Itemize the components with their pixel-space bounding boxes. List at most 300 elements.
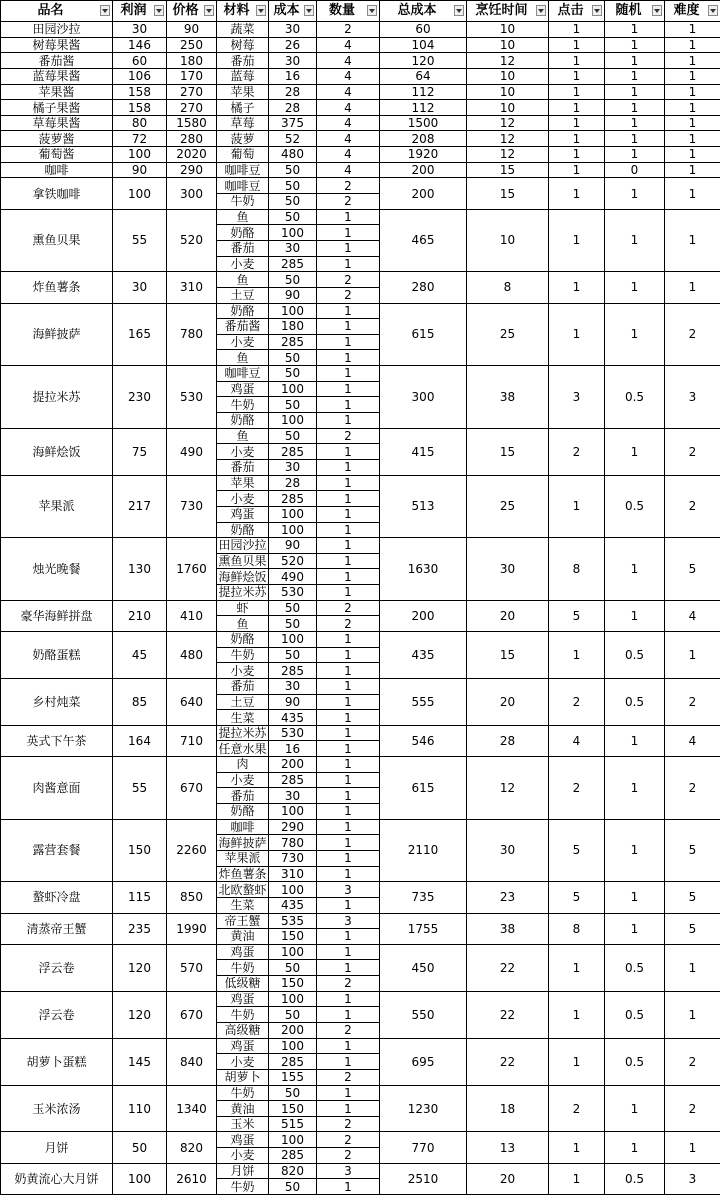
filter-dropdown-icon[interactable] — [536, 5, 546, 16]
profit-cell: 210 — [113, 600, 167, 631]
clicks-cell: 1 — [549, 1132, 605, 1163]
filter-dropdown-icon[interactable] — [154, 5, 164, 16]
difficulty-cell: 1 — [665, 131, 720, 147]
material-cell: 菠萝 — [217, 131, 269, 147]
random-cell: 0.5 — [605, 678, 665, 725]
quantity-cell: 1 — [317, 944, 380, 960]
dish-name-cell: 田园沙拉 — [1, 22, 113, 38]
clicks-cell: 1 — [549, 68, 605, 84]
random-cell: 1 — [605, 209, 665, 272]
material-cell: 树莓 — [217, 37, 269, 53]
quantity-cell: 1 — [317, 334, 380, 350]
cost-cell: 16 — [269, 741, 317, 757]
cook-time-cell: 10 — [467, 100, 549, 116]
dish-name-cell: 提拉米苏 — [1, 366, 113, 429]
column-header-price — [167, 1, 217, 22]
difficulty-cell: 1 — [665, 162, 720, 178]
price-cell: 2020 — [167, 147, 217, 163]
dish-name-cell: 海鲜披萨 — [1, 303, 113, 366]
difficulty-cell: 2 — [665, 757, 720, 820]
filter-dropdown-icon[interactable] — [367, 5, 377, 16]
profit-cell: 106 — [113, 68, 167, 84]
cost-cell: 100 — [269, 303, 317, 319]
profit-cell: 60 — [113, 53, 167, 69]
quantity-cell: 2 — [317, 194, 380, 210]
table-row — [1, 22, 720, 38]
total-cost-cell: 695 — [380, 1038, 467, 1085]
price-cell: 490 — [167, 428, 217, 475]
column-header-qty — [317, 1, 380, 22]
column-header-label: 烹饪时间 — [475, 3, 539, 18]
clicks-cell: 8 — [549, 538, 605, 601]
total-cost-cell: 1230 — [380, 1085, 467, 1132]
cost-cell: 520 — [269, 553, 317, 569]
cost-cell: 100 — [269, 225, 317, 241]
quantity-cell: 1 — [317, 929, 380, 945]
cost-cell: 50 — [269, 1085, 317, 1101]
profit-cell: 30 — [113, 272, 167, 303]
quantity-cell: 2 — [317, 272, 380, 288]
cook-time-cell: 18 — [467, 1085, 549, 1132]
cost-cell: 16 — [269, 68, 317, 84]
cook-time-cell: 20 — [467, 1163, 549, 1194]
difficulty-cell: 1 — [665, 631, 720, 678]
price-cell: 2610 — [167, 1163, 217, 1194]
difficulty-cell: 3 — [665, 366, 720, 429]
quantity-cell: 1 — [317, 897, 380, 913]
table-row — [1, 178, 720, 194]
cost-cell: 50 — [269, 350, 317, 366]
random-cell: 1 — [605, 53, 665, 69]
clicks-cell: 5 — [549, 882, 605, 913]
cook-time-cell: 23 — [467, 882, 549, 913]
cost-cell: 50 — [269, 1007, 317, 1023]
clicks-cell: 5 — [549, 819, 605, 882]
difficulty-cell: 1 — [665, 37, 720, 53]
cost-cell: 100 — [269, 804, 317, 820]
material-cell: 苹果派 — [217, 850, 269, 866]
clicks-cell: 2 — [549, 428, 605, 475]
quantity-cell: 1 — [317, 303, 380, 319]
cook-time-cell: 12 — [467, 131, 549, 147]
column-header-cost — [269, 1, 317, 22]
difficulty-cell: 1 — [665, 209, 720, 272]
profit-cell: 165 — [113, 303, 167, 366]
random-cell: 1 — [605, 1132, 665, 1163]
total-cost-cell: 280 — [380, 272, 467, 303]
dish-name-cell: 玉米浓汤 — [1, 1085, 113, 1132]
cost-cell: 150 — [269, 929, 317, 945]
cook-time-cell: 12 — [467, 53, 549, 69]
difficulty-cell: 2 — [665, 428, 720, 475]
cost-cell: 435 — [269, 710, 317, 726]
filter-dropdown-icon[interactable] — [304, 5, 314, 16]
table-row — [1, 475, 720, 491]
total-cost-cell: 1630 — [380, 538, 467, 601]
column-header-label: 随机 — [615, 3, 653, 18]
cook-time-cell: 22 — [467, 991, 549, 1038]
column-header-cook-time — [467, 1, 549, 22]
material-cell: 番茄 — [217, 240, 269, 256]
material-cell: 小麦 — [217, 772, 269, 788]
clicks-cell: 2 — [549, 757, 605, 820]
profit-cell: 80 — [113, 115, 167, 131]
cost-cell: 52 — [269, 131, 317, 147]
profit-cell: 230 — [113, 366, 167, 429]
price-cell: 250 — [167, 37, 217, 53]
cost-cell: 285 — [269, 491, 317, 507]
quantity-cell: 1 — [317, 491, 380, 507]
cook-time-cell: 30 — [467, 819, 549, 882]
quantity-cell: 4 — [317, 53, 380, 69]
dish-name-cell: 胡萝卜蛋糕 — [1, 1038, 113, 1085]
filter-dropdown-icon[interactable] — [652, 5, 662, 16]
cost-cell: 530 — [269, 725, 317, 741]
price-cell: 300 — [167, 178, 217, 209]
quantity-cell: 2 — [317, 287, 380, 303]
quantity-cell: 1 — [317, 710, 380, 726]
cook-time-cell: 10 — [467, 68, 549, 84]
dish-name-cell: 菠萝酱 — [1, 131, 113, 147]
total-cost-cell: 615 — [380, 757, 467, 820]
random-cell: 0.5 — [605, 944, 665, 991]
total-cost-cell: 555 — [380, 678, 467, 725]
material-cell: 肉 — [217, 757, 269, 773]
difficulty-cell: 1 — [665, 1132, 720, 1163]
total-cost-cell: 200 — [380, 600, 467, 631]
cost-cell: 290 — [269, 819, 317, 835]
price-cell: 640 — [167, 678, 217, 725]
profit-cell: 45 — [113, 631, 167, 678]
quantity-cell: 1 — [317, 694, 380, 710]
cook-time-cell: 10 — [467, 209, 549, 272]
clicks-cell: 1 — [549, 631, 605, 678]
random-cell: 1 — [605, 303, 665, 366]
material-cell: 小麦 — [217, 491, 269, 507]
material-cell: 任意水果 — [217, 741, 269, 757]
filter-dropdown-icon[interactable] — [454, 5, 464, 16]
quantity-cell: 2 — [317, 1116, 380, 1132]
cost-cell: 50 — [269, 194, 317, 210]
profit-cell: 55 — [113, 757, 167, 820]
cost-cell: 180 — [269, 319, 317, 335]
column-header-label: 价格 — [172, 3, 210, 18]
random-cell: 1 — [605, 22, 665, 38]
total-cost-cell: 112 — [380, 84, 467, 100]
dish-name-cell: 炸鱼薯条 — [1, 272, 113, 303]
filter-dropdown-icon[interactable] — [100, 5, 110, 16]
column-header-label: 成本 — [273, 3, 311, 18]
filter-dropdown-icon[interactable] — [204, 5, 214, 16]
quantity-cell: 1 — [317, 366, 380, 382]
cook-time-cell: 38 — [467, 913, 549, 944]
profit-cell: 115 — [113, 882, 167, 913]
dish-name-cell: 海鲜烩饭 — [1, 428, 113, 475]
material-cell: 海鲜披萨 — [217, 835, 269, 851]
quantity-cell: 1 — [317, 397, 380, 413]
material-cell: 鱼 — [217, 272, 269, 288]
clicks-cell: 5 — [549, 600, 605, 631]
cost-cell: 90 — [269, 538, 317, 554]
material-cell: 生菜 — [217, 897, 269, 913]
price-cell: 310 — [167, 272, 217, 303]
quantity-cell: 4 — [317, 100, 380, 116]
clicks-cell: 2 — [549, 1085, 605, 1132]
quantity-cell: 2 — [317, 1148, 380, 1164]
quantity-cell: 1 — [317, 678, 380, 694]
material-cell: 北欧螯虾 — [217, 882, 269, 898]
table-row — [1, 147, 720, 163]
cost-cell: 490 — [269, 569, 317, 585]
table-row — [1, 991, 720, 1007]
table-row — [1, 1085, 720, 1101]
table-row — [1, 209, 720, 225]
clicks-cell: 3 — [549, 366, 605, 429]
cost-cell: 100 — [269, 1132, 317, 1148]
clicks-cell: 1 — [549, 37, 605, 53]
cost-cell: 50 — [269, 272, 317, 288]
table-row — [1, 944, 720, 960]
quantity-cell: 2 — [317, 1023, 380, 1039]
price-cell: 730 — [167, 475, 217, 538]
cost-cell: 50 — [269, 209, 317, 225]
random-cell: 1 — [605, 882, 665, 913]
dish-name-cell: 奶黄流心大月饼 — [1, 1163, 113, 1194]
table-row — [1, 428, 720, 444]
random-cell: 1 — [605, 725, 665, 756]
material-cell: 蔬菜 — [217, 22, 269, 38]
cook-time-cell: 10 — [467, 22, 549, 38]
clicks-cell: 1 — [549, 303, 605, 366]
profit-cell: 158 — [113, 84, 167, 100]
cost-cell: 100 — [269, 991, 317, 1007]
dish-name-cell: 露营套餐 — [1, 819, 113, 882]
cook-time-cell: 25 — [467, 475, 549, 538]
clicks-cell: 8 — [549, 913, 605, 944]
quantity-cell: 4 — [317, 131, 380, 147]
cost-cell: 435 — [269, 897, 317, 913]
cook-time-cell: 20 — [467, 600, 549, 631]
material-cell: 葡萄 — [217, 147, 269, 163]
cook-time-cell: 15 — [467, 631, 549, 678]
cost-cell: 780 — [269, 835, 317, 851]
material-cell: 提拉米苏 — [217, 585, 269, 601]
random-cell: 0.5 — [605, 475, 665, 538]
difficulty-cell: 1 — [665, 991, 720, 1038]
cost-cell: 375 — [269, 115, 317, 131]
material-cell: 咖啡豆 — [217, 162, 269, 178]
total-cost-cell: 546 — [380, 725, 467, 756]
filter-dropdown-icon[interactable] — [592, 5, 602, 16]
cost-cell: 310 — [269, 866, 317, 882]
material-cell: 土豆 — [217, 287, 269, 303]
random-cell: 1 — [605, 600, 665, 631]
material-cell: 咖啡 — [217, 819, 269, 835]
dish-name-cell: 浮云卷 — [1, 991, 113, 1038]
cost-cell: 530 — [269, 585, 317, 601]
table-row — [1, 100, 720, 116]
clicks-cell: 1 — [549, 100, 605, 116]
table-row — [1, 37, 720, 53]
table-row — [1, 162, 720, 178]
difficulty-cell: 1 — [665, 178, 720, 209]
quantity-cell: 4 — [317, 115, 380, 131]
random-cell: 1 — [605, 1085, 665, 1132]
random-cell: 1 — [605, 272, 665, 303]
material-cell: 黄油 — [217, 1101, 269, 1117]
quantity-cell: 1 — [317, 1179, 380, 1195]
quantity-cell: 1 — [317, 850, 380, 866]
random-cell: 0.5 — [605, 631, 665, 678]
table-row — [1, 303, 720, 319]
quantity-cell: 3 — [317, 1163, 380, 1179]
quantity-cell: 1 — [317, 866, 380, 882]
total-cost-cell: 300 — [380, 366, 467, 429]
random-cell: 0.5 — [605, 991, 665, 1038]
clicks-cell: 1 — [549, 147, 605, 163]
total-cost-cell: 615 — [380, 303, 467, 366]
table-row — [1, 882, 720, 898]
quantity-cell: 1 — [317, 256, 380, 272]
material-cell: 奶酪 — [217, 631, 269, 647]
cost-cell: 28 — [269, 100, 317, 116]
dish-name-cell: 清蒸帝王蟹 — [1, 913, 113, 944]
cost-cell: 730 — [269, 850, 317, 866]
column-header-random — [605, 1, 665, 22]
material-cell: 奶酪 — [217, 804, 269, 820]
quantity-cell: 4 — [317, 37, 380, 53]
material-cell: 小麦 — [217, 444, 269, 460]
random-cell: 1 — [605, 37, 665, 53]
difficulty-cell: 1 — [665, 147, 720, 163]
material-cell: 奶酪 — [217, 522, 269, 538]
profit-cell: 217 — [113, 475, 167, 538]
price-cell: 710 — [167, 725, 217, 756]
cost-cell: 285 — [269, 334, 317, 350]
dish-name-cell: 月饼 — [1, 1132, 113, 1163]
cook-time-cell: 22 — [467, 944, 549, 991]
cost-cell: 90 — [269, 287, 317, 303]
profit-cell: 100 — [113, 1163, 167, 1194]
dish-name-cell: 乡村炖菜 — [1, 678, 113, 725]
total-cost-cell: 120 — [380, 53, 467, 69]
table-row — [1, 1163, 720, 1179]
total-cost-cell: 200 — [380, 178, 467, 209]
quantity-cell: 1 — [317, 741, 380, 757]
price-cell: 520 — [167, 209, 217, 272]
price-cell: 2260 — [167, 819, 217, 882]
material-cell: 番茄 — [217, 788, 269, 804]
quantity-cell: 1 — [317, 569, 380, 585]
price-cell: 270 — [167, 84, 217, 100]
quantity-cell: 2 — [317, 1132, 380, 1148]
material-cell: 高级糖 — [217, 1023, 269, 1039]
cost-cell: 100 — [269, 413, 317, 429]
column-header-clicks — [549, 1, 605, 22]
material-cell: 牛奶 — [217, 397, 269, 413]
dish-name-cell: 苹果酱 — [1, 84, 113, 100]
cost-cell: 50 — [269, 616, 317, 632]
dish-name-cell: 苹果派 — [1, 475, 113, 538]
profit-cell: 75 — [113, 428, 167, 475]
random-cell: 1 — [605, 84, 665, 100]
quantity-cell: 1 — [317, 835, 380, 851]
column-header-name — [1, 1, 113, 22]
column-header-total-cost — [380, 1, 467, 22]
cost-cell: 30 — [269, 678, 317, 694]
table-row — [1, 1132, 720, 1148]
profit-cell: 55 — [113, 209, 167, 272]
table-row — [1, 84, 720, 100]
material-cell: 鸡蛋 — [217, 1132, 269, 1148]
table-row — [1, 819, 720, 835]
quantity-cell: 1 — [317, 788, 380, 804]
quantity-cell: 1 — [317, 444, 380, 460]
difficulty-cell: 2 — [665, 678, 720, 725]
price-cell: 1990 — [167, 913, 217, 944]
table-row — [1, 538, 720, 554]
material-cell: 番茄酱 — [217, 319, 269, 335]
material-cell: 苹果 — [217, 475, 269, 491]
profit-cell: 164 — [113, 725, 167, 756]
cook-time-cell: 28 — [467, 725, 549, 756]
price-cell: 270 — [167, 100, 217, 116]
filter-dropdown-icon[interactable] — [256, 5, 266, 16]
quantity-cell: 1 — [317, 522, 380, 538]
table-row — [1, 725, 720, 741]
material-cell: 鱼 — [217, 350, 269, 366]
profit-cell: 150 — [113, 819, 167, 882]
total-cost-cell: 208 — [380, 131, 467, 147]
clicks-cell: 1 — [549, 22, 605, 38]
profit-cell: 145 — [113, 1038, 167, 1085]
cook-time-cell: 20 — [467, 678, 549, 725]
material-cell: 月饼 — [217, 1163, 269, 1179]
clicks-cell: 1 — [549, 84, 605, 100]
difficulty-cell: 1 — [665, 84, 720, 100]
material-cell: 鸡蛋 — [217, 381, 269, 397]
profit-cell: 90 — [113, 162, 167, 178]
random-cell: 0.5 — [605, 1163, 665, 1194]
profit-cell: 158 — [113, 100, 167, 116]
quantity-cell: 1 — [317, 960, 380, 976]
quantity-cell: 2 — [317, 428, 380, 444]
difficulty-cell: 5 — [665, 913, 720, 944]
difficulty-cell: 1 — [665, 100, 720, 116]
quantity-cell: 2 — [317, 1069, 380, 1085]
table-row — [1, 53, 720, 69]
total-cost-cell: 200 — [380, 162, 467, 178]
cost-cell: 50 — [269, 647, 317, 663]
clicks-cell: 1 — [549, 1038, 605, 1085]
profit-cell: 30 — [113, 22, 167, 38]
cook-time-cell: 12 — [467, 757, 549, 820]
clicks-cell: 1 — [549, 209, 605, 272]
material-cell: 鸡蛋 — [217, 1038, 269, 1054]
clicks-cell: 1 — [549, 115, 605, 131]
quantity-cell: 1 — [317, 1038, 380, 1054]
total-cost-cell: 1755 — [380, 913, 467, 944]
filter-dropdown-icon[interactable] — [708, 5, 718, 16]
clicks-cell: 1 — [549, 475, 605, 538]
difficulty-cell: 4 — [665, 725, 720, 756]
price-cell: 410 — [167, 600, 217, 631]
quantity-cell: 1 — [317, 585, 380, 601]
quantity-cell: 2 — [317, 178, 380, 194]
quantity-cell: 1 — [317, 772, 380, 788]
material-cell: 小麦 — [217, 256, 269, 272]
price-cell: 1760 — [167, 538, 217, 601]
